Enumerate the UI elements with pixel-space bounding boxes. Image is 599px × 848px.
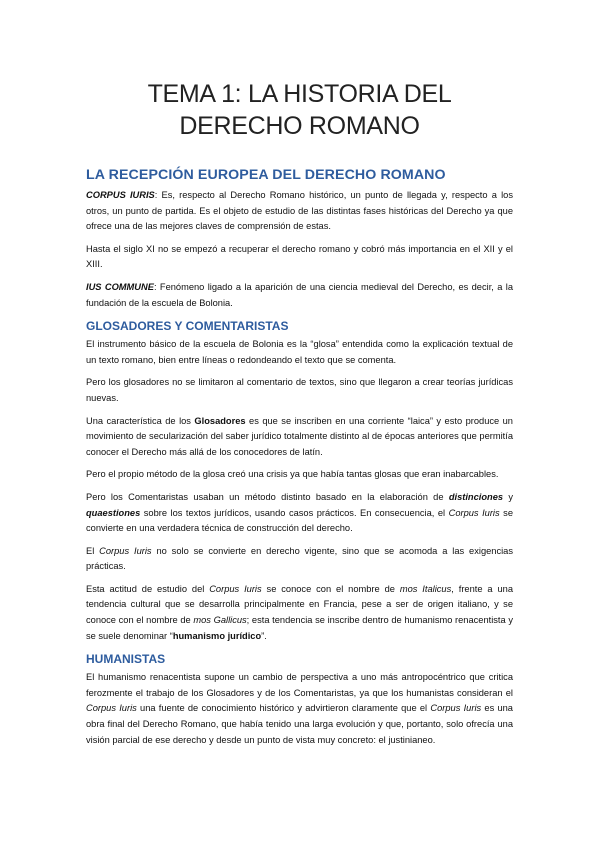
- paragraph-laica: [86, 414, 513, 461]
- term-mos-gallicus: mos Gallicus: [193, 615, 247, 626]
- term-corpus-iuris: CORPUS IURIS: [86, 190, 155, 200]
- paragraph-comentaristas: [86, 490, 513, 537]
- text-run: Una característica de los: [86, 415, 195, 426]
- text-run: ; esta tendencia se inscribe dentro de humanismo renacentista y se suele denominar “: [86, 615, 513, 641]
- text-run: Esta actitud de estudio del: [86, 583, 210, 594]
- text-run: , frente a una tendencia cultural que se desarrolla principalmente en Francia, pese a ser de origen italiano, y se conoce con el nombre de: [86, 583, 513, 626]
- paragraph-teorias: Pero los glosadores no se limitaron al comentario de textos, sino que llegaron a crear teorías jurídicas nuevas.: [86, 377, 513, 403]
- paragraph-glosa: El instrumento básico de la escuela de Bolonia es la “glosa” entendida como la explicación textual de un texto romano, bien entre líneas o redondeando el texto que se comenta.: [86, 339, 513, 365]
- text-run: El humanismo renacentista supone un cambio de perspectiva a uno más antropocéntrico que critica ferozmente el trabajo de los Glosadores y de los Comentaristas, ya que los humanistas consideran el: [86, 672, 513, 698]
- section-recepcion: [86, 166, 513, 311]
- paragraph-crisis: Pero el propio método de la glosa creó una crisis ya que había tantas glosas que eran inabarcables.: [86, 469, 499, 480]
- term-humanismo-juridico: humanismo jurídico: [172, 630, 262, 641]
- text-run: es una obra final del Derecho Romano, que había tenido una larga evolución y que, portanto, solo ofrecía una visión parcial de ese derecho y desde un punto de vista muy concreto: el justinianeo.: [86, 703, 513, 745]
- paragraph-ius-commune: [86, 280, 513, 311]
- paragraph-text: : Es, respecto al Derecho Romano histórico, un punto de llegada y, respecto a los otros, un punto de partida. Es el objeto de estudio de las distintas fases históricas del Derecho ya que ofrece una de las mejores claves de comprensión de estas.: [86, 190, 513, 232]
- section-glosadores: [86, 318, 513, 644]
- paragraph-humanismo: [86, 670, 513, 748]
- term-corpus-iuris: Corpus Iuris: [209, 583, 262, 594]
- paragraph-text: : Fenómeno ligado a la aparición de una ciencia medieval del Derecho, es decir, a la fundación de la escuela de Bolonia.: [86, 281, 513, 308]
- term-corpus-iuris: Corpus Iuris: [430, 703, 482, 714]
- term-ius-commune: IUS COMMUNE: [86, 281, 154, 292]
- section-heading: LA RECEPCIÓN EUROPEA DEL DERECHO ROMANO: [86, 167, 446, 183]
- section-heading: GLOSADORES Y COMENTARISTAS: [86, 319, 289, 334]
- text-run: El: [86, 545, 100, 556]
- text-run: no solo se convierte en derecho vigente, sino que se acomoda a las exigencias prácticas.: [86, 545, 513, 572]
- term-corpus-iuris: Corpus Iuris: [448, 507, 500, 518]
- term-glosadores: Glosadores: [194, 415, 246, 426]
- text-run: se convierte en una verdadera técnica de construcción del derecho.: [86, 507, 513, 534]
- term-quaestiones: quaestiones: [86, 507, 141, 518]
- term-distinciones: distinciones: [448, 491, 504, 502]
- text-run: Pero los Comentaristas usaban un método distinto basado en la elaboración de: [86, 491, 449, 502]
- section-heading: HUMANISTAS: [86, 652, 166, 667]
- paragraph-siglo-xi: Hasta el siglo XI no se empezó a recuperar el derecho romano y cobró más importancia en el XII y el XIII.: [86, 243, 513, 270]
- paragraph-mos-italicus: [86, 582, 513, 644]
- text-run: ”.: [261, 630, 267, 641]
- text-run: una fuente de conocimiento histórico y advirtieron claramente que el: [136, 703, 431, 714]
- paragraph-corpus-iuris: [86, 188, 513, 235]
- term-corpus-iuris: Corpus Iuris: [99, 545, 152, 556]
- text-run: y: [503, 491, 514, 502]
- document-title: TEMA 1: LA HISTORIA DEL DERECHO ROMANO: [147, 80, 452, 140]
- text-run: se conoce con el nombre de: [261, 583, 400, 594]
- section-humanistas: [86, 651, 513, 748]
- term-mos-italicus: mos Italicus: [399, 583, 452, 594]
- text-run: es que se inscriben en una corriente “laica” y esto produce un movimiento de secularización del saber jurídico totalmente distinto al de épocas anteriores que permitía conocer el Derecho más allá de los conocedores de latín.: [86, 415, 513, 457]
- paragraph-derecho-vigente: [86, 544, 513, 575]
- text-run: sobre los textos jurídicos, usando casos prácticos. En consecuencia, el: [140, 507, 449, 518]
- term-corpus-iuris: Corpus Iuris: [86, 703, 137, 714]
